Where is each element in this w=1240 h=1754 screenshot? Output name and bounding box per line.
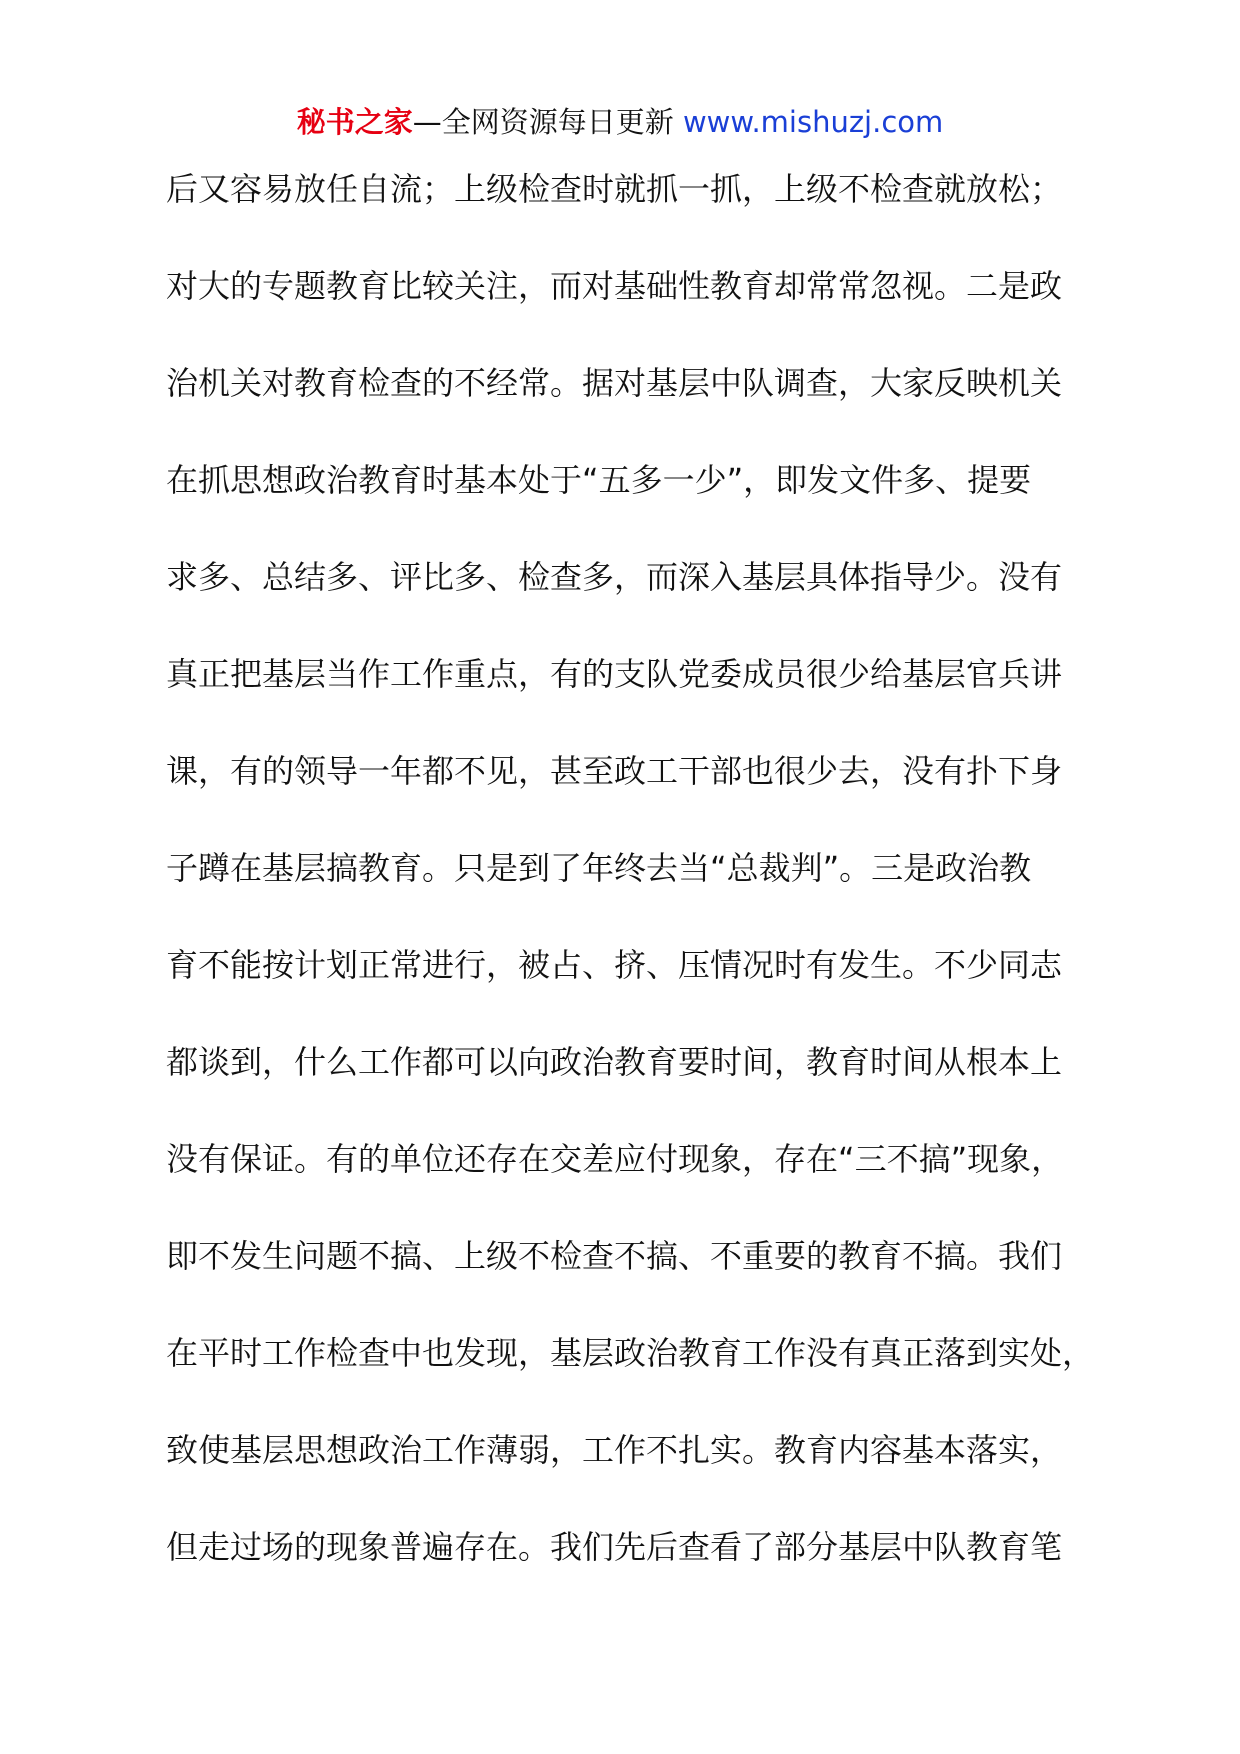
page-header [0, 100, 1240, 144]
header-tagline: —全网资源每日更新 [412, 105, 674, 139]
text-line: 对大的专题教育比较关注，而对基础性教育却常常忽视。二是政 [166, 267, 1063, 305]
text-line: 致使基层思想政治工作薄弱，工作不扎实。教育内容基本落实， [166, 1431, 1063, 1469]
text-line: 课，有的领导一年都不见，甚至政工干部也很少去，没有扑下身 [166, 752, 1063, 790]
text-line: 子蹲在基层搞教育。只是到了年终去当“总裁判”。三是政治教 [166, 849, 1032, 887]
text-line: 求多、总结多、评比多、检查多，而深入基层具体指导少。没有 [166, 558, 1063, 596]
text-line: 都谈到，什么工作都可以向政治教育要时间，教育时间从根本上 [166, 1043, 1063, 1081]
text-line: 在平时工作检查中也发现，基层政治教育工作没有真正落到实处， [166, 1334, 1095, 1372]
text-line: 真正把基层当作工作重点，有的支队党委成员很少给基层官兵讲 [166, 655, 1063, 693]
text-line: 治机关对教育检查的不经常。据对基层中队调查，大家反映机关 [166, 364, 1063, 402]
document-body [166, 164, 1126, 1619]
text-line: 育不能按计划正常进行，被占、挤、压情况时有发生。不少同志 [166, 946, 1063, 984]
text-line: 在抓思想政治教育时基本处于“五多一少”，即发文件多、提要 [166, 461, 1032, 499]
text-line: 后又容易放任自流；上级检查时就抓一抓，上级不检查就放松； [166, 170, 1063, 208]
text-line: 即不发生问题不搞、上级不检查不搞、不重要的教育不搞。我们 [166, 1237, 1063, 1275]
website-url[interactable]: www.mishuzj.com [682, 105, 944, 139]
text-line: 没有保证。有的单位还存在交差应付现象，存在“三不搞”现象， [166, 1140, 1064, 1178]
text-line: 但走过场的现象普遍存在。我们先后查看了部分基层中队教育笔 [166, 1528, 1063, 1566]
brand-name: 秘书之家 [296, 105, 413, 139]
